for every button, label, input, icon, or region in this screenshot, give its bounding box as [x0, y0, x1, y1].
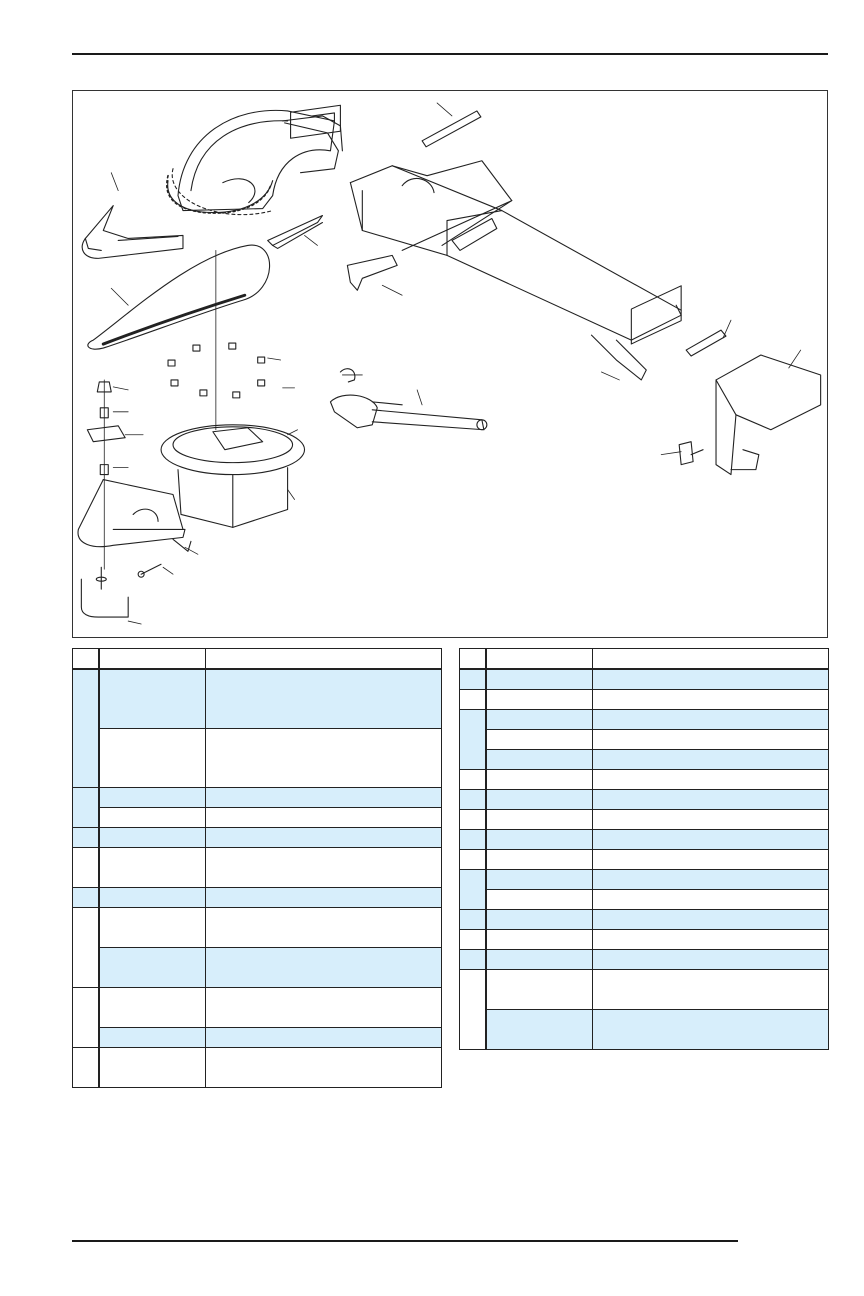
description-cell [593, 709, 829, 729]
header-rule [72, 53, 828, 55]
table-header-row [460, 649, 829, 670]
lower-bracket [78, 480, 191, 552]
ref-cell [73, 669, 99, 787]
ref-cell [460, 929, 486, 949]
ref-cell [73, 847, 99, 887]
part-number-cell [99, 669, 206, 728]
hydraulic-cylinder [330, 395, 486, 430]
ref-cell [460, 689, 486, 709]
part-number-cell [486, 929, 593, 949]
description-cell [206, 947, 442, 987]
nut-set [168, 343, 265, 398]
part-number-cell [99, 947, 206, 987]
ref-cell [460, 969, 486, 1049]
table-row [73, 947, 442, 987]
description-cell [593, 689, 829, 709]
footer-rule [72, 1240, 738, 1242]
table-row [460, 709, 829, 729]
part-number-cell [99, 847, 206, 887]
header-part [486, 649, 593, 670]
part-number-cell [486, 889, 593, 909]
description-cell [593, 949, 829, 969]
part-number-cell [99, 987, 206, 1027]
description-cell [593, 749, 829, 769]
description-cell [593, 1009, 829, 1049]
table-header-row [73, 649, 442, 670]
table-row [460, 829, 829, 849]
part-number-cell [486, 949, 593, 969]
ref-cell [73, 907, 99, 987]
table-row [460, 789, 829, 809]
drive-chain [88, 245, 270, 349]
leader-lines [111, 103, 800, 624]
description-cell [593, 909, 829, 929]
parts-table-left [72, 648, 442, 1088]
table-row [73, 827, 442, 847]
table-row [460, 969, 829, 1009]
description-cell [206, 1047, 442, 1087]
table-row [73, 1047, 442, 1087]
description-cell [206, 907, 442, 947]
part-number-cell [99, 787, 206, 807]
ref-cell [73, 1047, 99, 1087]
description-cell [593, 789, 829, 809]
part-number-cell [486, 689, 593, 709]
description-cell [206, 1027, 442, 1047]
part-number-cell [486, 909, 593, 929]
hardware-stack [87, 382, 125, 475]
description-cell [206, 669, 442, 728]
table-row [73, 669, 442, 728]
bolt [138, 564, 161, 577]
table-row [460, 669, 829, 689]
description-cell [593, 929, 829, 949]
ref-cell [460, 809, 486, 829]
turntable-gear [161, 425, 304, 528]
ref-cell [460, 789, 486, 809]
wedge-blade [268, 216, 323, 249]
ref-cell [460, 669, 486, 689]
table-body-right [460, 669, 829, 1049]
part-number-cell [486, 749, 593, 769]
part-number-cell [486, 969, 593, 1009]
ref-cell [460, 949, 486, 969]
part-number-cell [486, 709, 593, 729]
description-cell [206, 847, 442, 887]
table-row [460, 729, 829, 749]
ref-cell [73, 887, 99, 907]
parts-diagram-svg [73, 91, 827, 637]
parts-table-right [459, 648, 829, 1050]
part-number-cell [99, 807, 206, 827]
table-row [73, 787, 442, 807]
table-row [460, 949, 829, 969]
part-number-cell [486, 1009, 593, 1049]
part-number-cell [486, 829, 593, 849]
table-row [460, 769, 829, 789]
table-row [73, 807, 442, 827]
table-row [73, 907, 442, 947]
description-cell [593, 669, 829, 689]
ref-cell [460, 909, 486, 929]
table-row [460, 689, 829, 709]
header-ref [460, 649, 486, 670]
part-number-cell [99, 1047, 206, 1087]
ref-cell [73, 787, 99, 827]
description-cell [593, 769, 829, 789]
ref-cell [73, 987, 99, 1047]
table-row [73, 728, 442, 787]
header-description [593, 649, 829, 670]
table-body-left [73, 669, 442, 1087]
part-number-cell [99, 907, 206, 947]
header-part [99, 649, 206, 670]
description-cell [593, 829, 829, 849]
table-row [460, 909, 829, 929]
header-ref [73, 649, 99, 670]
exploded-parts-diagram [72, 90, 828, 638]
description-cell [593, 729, 829, 749]
ref-cell [460, 709, 486, 769]
description-cell [206, 807, 442, 827]
header-description [206, 649, 442, 670]
hinge-plate [686, 330, 726, 356]
table-row [460, 749, 829, 769]
part-number-cell [486, 789, 593, 809]
ref-cell [460, 849, 486, 869]
part-number-cell [486, 809, 593, 829]
table-row [460, 929, 829, 949]
latch-part [679, 442, 703, 465]
table-row [460, 809, 829, 829]
part-number-cell [99, 827, 206, 847]
table-row [73, 987, 442, 1027]
pin-rod [422, 111, 481, 147]
part-number-cell [99, 1027, 206, 1047]
end-chute [716, 355, 821, 475]
table-row [460, 869, 829, 889]
description-cell [593, 809, 829, 829]
ref-cell [460, 769, 486, 789]
part-number-cell [486, 729, 593, 749]
description-cell [593, 849, 829, 869]
bracket-clip [347, 255, 397, 290]
part-number-cell [486, 669, 593, 689]
description-cell [206, 787, 442, 807]
description-cell [593, 869, 829, 889]
description-cell [206, 887, 442, 907]
part-number-cell [99, 728, 206, 787]
ref-cell [460, 829, 486, 849]
table-row [460, 1009, 829, 1049]
u-bolt [81, 567, 128, 617]
description-cell [593, 969, 829, 1009]
ref-cell [73, 827, 99, 847]
ref-cell [460, 869, 486, 909]
description-cell [206, 827, 442, 847]
table-row [73, 1027, 442, 1047]
sprocket-hood-part [168, 105, 343, 214]
table-row [73, 887, 442, 907]
table-row [460, 889, 829, 909]
description-cell [206, 987, 442, 1027]
part-number-cell [486, 769, 593, 789]
description-cell [593, 889, 829, 909]
part-number-cell [99, 887, 206, 907]
table-row [460, 849, 829, 869]
part-number-cell [486, 869, 593, 889]
main-beam [350, 161, 681, 380]
curved-guard-part [82, 206, 183, 259]
table-row [73, 847, 442, 887]
part-number-cell [486, 849, 593, 869]
description-cell [206, 728, 442, 787]
